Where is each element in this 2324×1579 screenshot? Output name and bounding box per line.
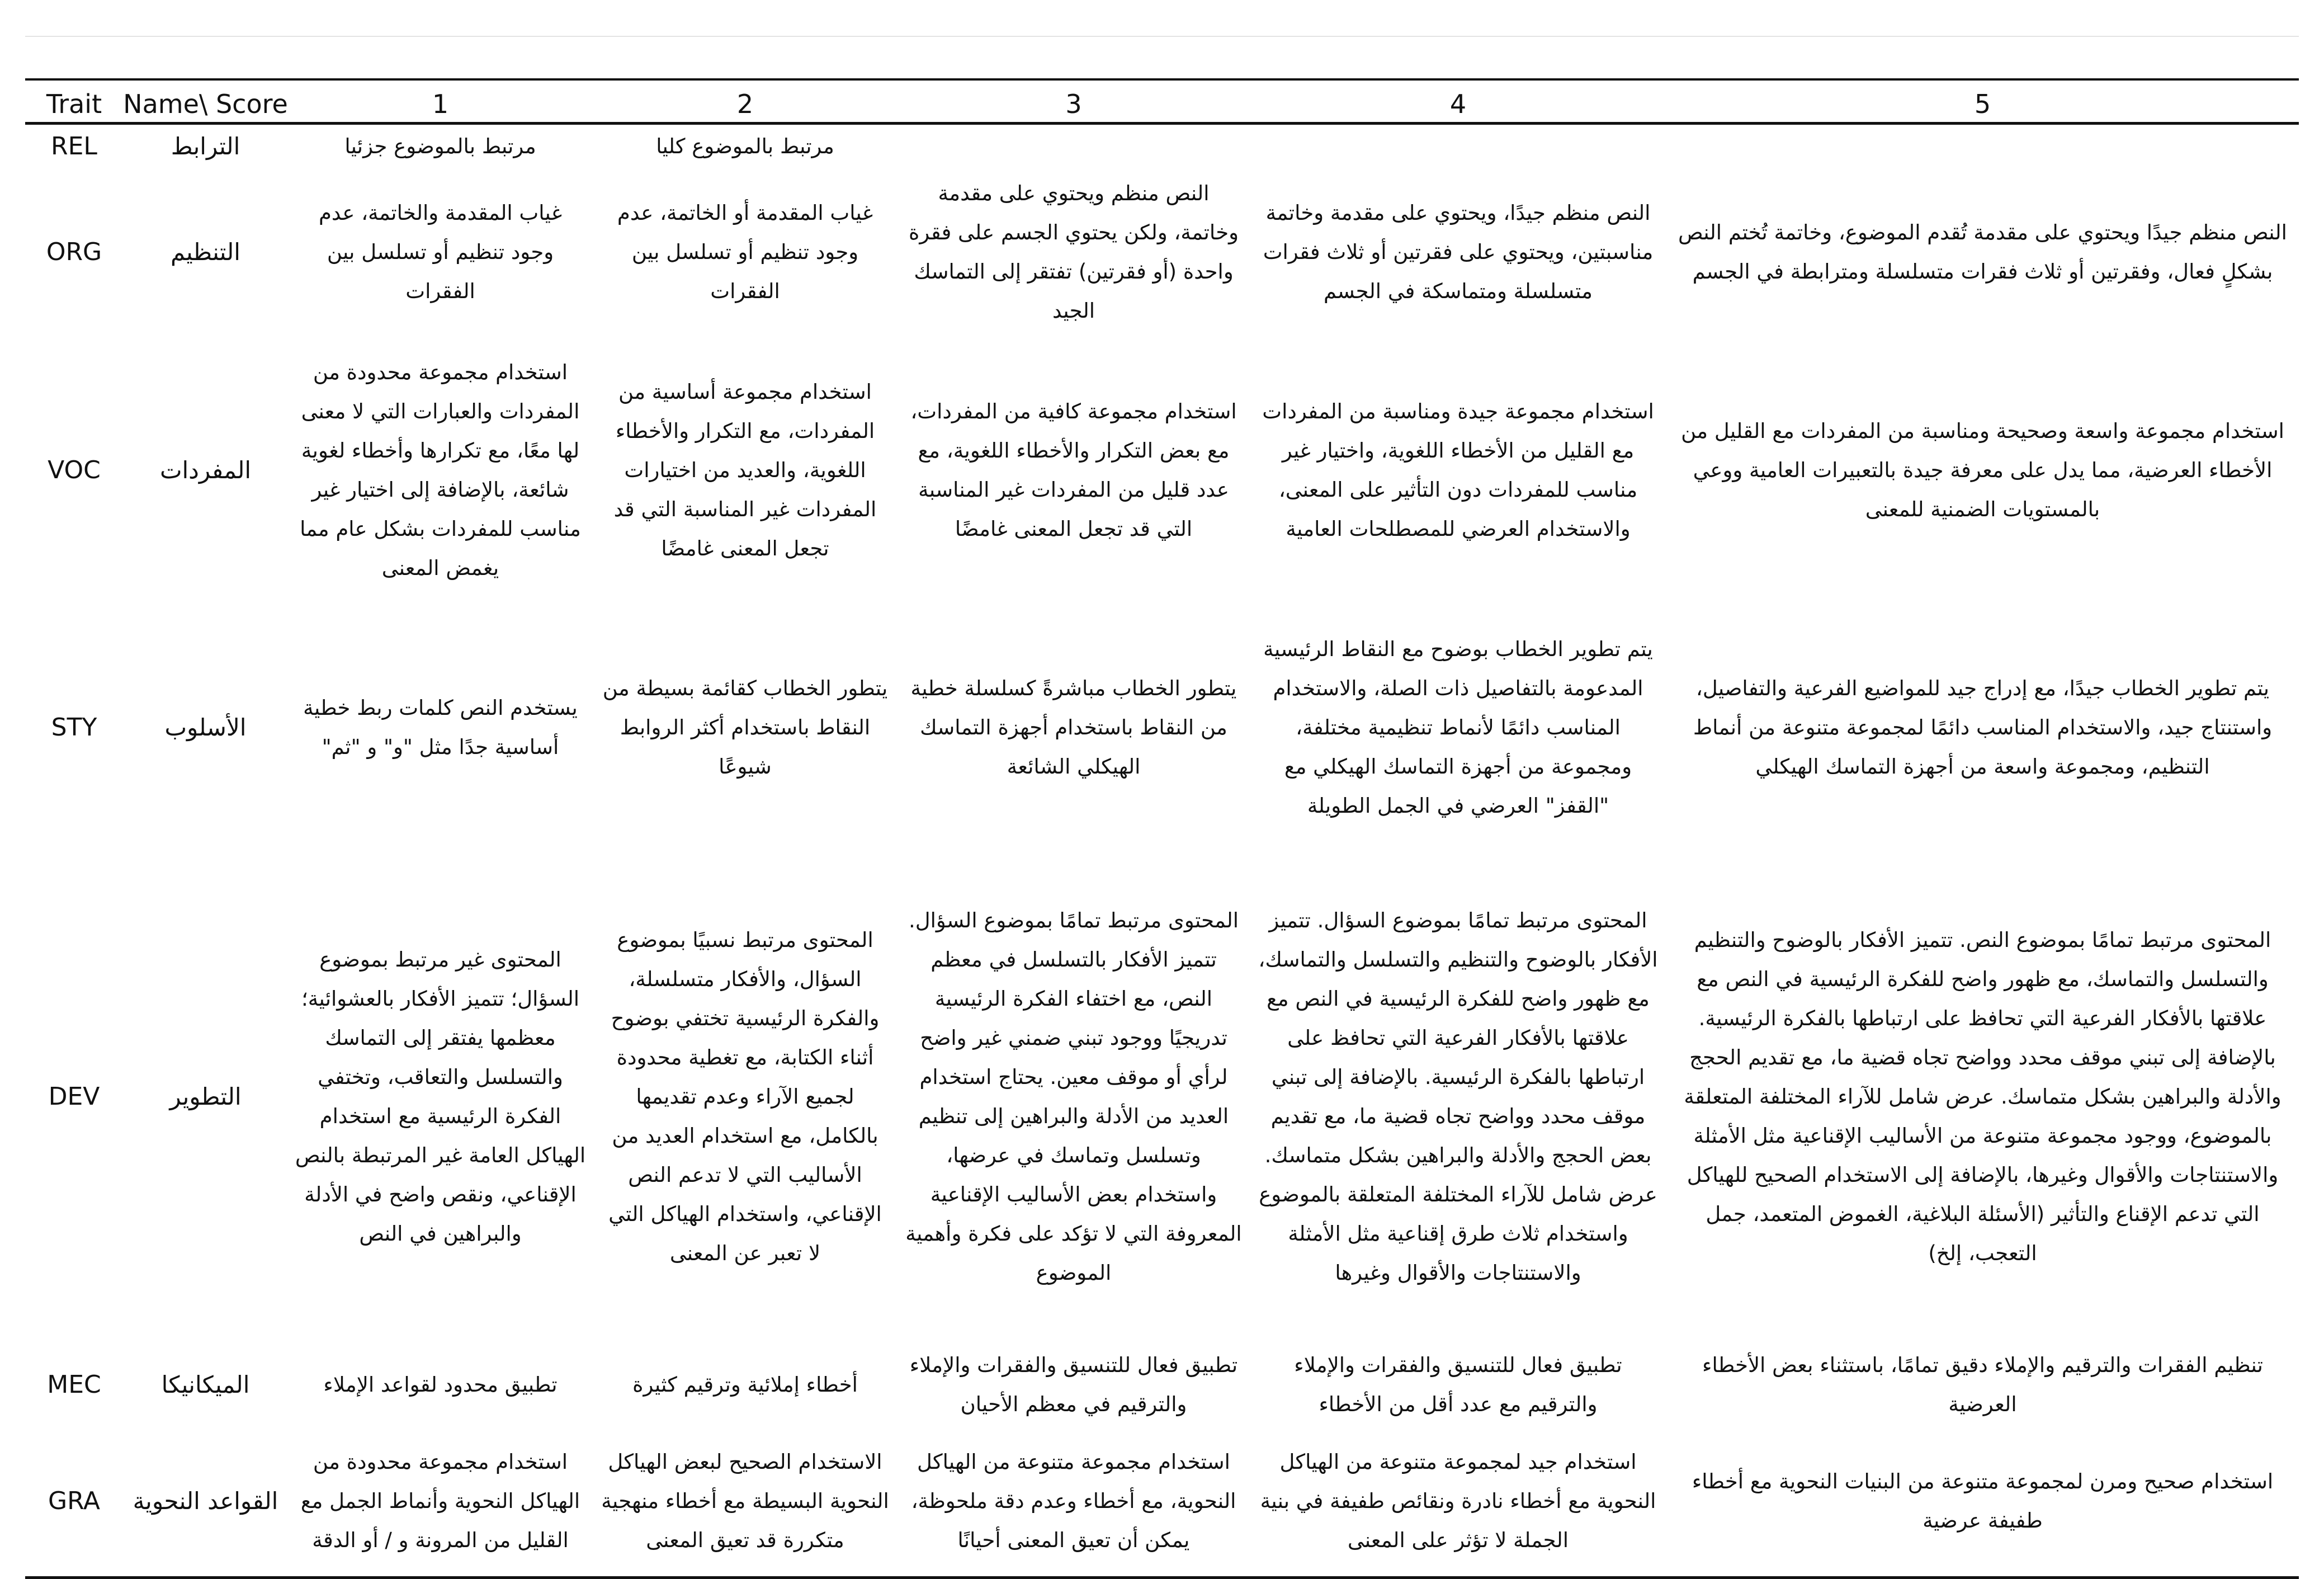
table-row xyxy=(25,124,2299,168)
score-2-cell: استخدام مجموعة أساسية من المفردات، مع التكرار والأخطاء اللغوية، والعديد من اختيارات المفردات غير المناسبة التي قد تجعل المعنى غامضًا xyxy=(613,379,877,560)
score-4-cell: تطبيق فعال للتنسيق والفقرات والإملاء والترقيم مع عدد أقل من الأخطاء xyxy=(1294,1352,1622,1416)
table-row xyxy=(25,605,2299,851)
table-row xyxy=(25,1427,2299,1578)
score-4-cell: النص منظم جيدًا، ويحتوي على مقدمة وخاتمة مناسبتين، ويحتوي على فقرتين أو ثلاث فقرات متسلسلة ومتماسكة في الجسم xyxy=(1263,200,1654,303)
score-1-cell: مرتبط بالموضوع جزئيا xyxy=(344,134,536,158)
score-3-cell: تطبيق فعال للتنسيق والفقرات والإملاء والترقيم في معظم الأحيان xyxy=(909,1352,1238,1416)
score-3-cell: يتطور الخطاب مباشرةً كسلسلة خطية من النقاط باستخدام أجهزة التماسك الهيكلي الشائعة xyxy=(910,676,1237,779)
score-5-cell: تنظيم الفقرات والترقيم والإملاء دقيق تمامًا، باستثناء بعض الأخطاء العرضية xyxy=(1702,1352,2263,1416)
trait-code: STY xyxy=(51,713,97,742)
score-2-cell: الاستخدام الصحيح لبعض الهياكل النحوية البسيطة مع أخطاء منهجية متكررة قد تعيق المعنى xyxy=(601,1450,889,1553)
header-score-3: 3 xyxy=(1065,89,1082,120)
score-5-cell xyxy=(1666,124,2299,168)
score-2-cell: يتطور الخطاب كقائمة بسيطة من النقاط باستخدام أكثر الروابط شيوعًا xyxy=(602,676,888,779)
score-3-cell xyxy=(898,124,1250,168)
header-score-5: 5 xyxy=(1974,89,1991,120)
trait-code: ORG xyxy=(46,237,102,266)
score-2-cell: مرتبط بالموضوع كليا xyxy=(656,134,834,158)
trait-code: GRA xyxy=(48,1487,100,1516)
score-5-cell: النص منظم جيدًا ويحتوي على مقدمة تُقدم الموضوع، وخاتمة تُختم النص بشكلٍ فعال، وفقرتين أو ثلاث فقرات متسلسلة ومترابطة في الجسم xyxy=(1678,220,2287,284)
trait-name: التنظيم xyxy=(171,238,240,266)
trait-name: الترابط xyxy=(171,132,240,160)
top-rule xyxy=(25,36,2299,37)
score-4-cell: استخدام جيد لمجموعة متنوعة من الهياكل النحوية مع أخطاء نادرة ونقائص طفيفة في بنية الجملة لا تؤثر على المعنى xyxy=(1260,1450,1656,1553)
header-trait: Trait xyxy=(46,89,102,120)
table-row xyxy=(25,336,2299,605)
trait-name: المفردات xyxy=(159,456,252,484)
score-5-cell: استخدام مجموعة واسعة وصحيحة ومناسبة من المفردات مع القليل من الأخطاء العرضية، مما يدل على معرفة جيدة بالتعبيرات العامية ووعي بالمستويات الضمنية للمعنى xyxy=(1681,418,2284,521)
score-3-cell: استخدام مجموعة كافية من المفردات، مع بعض التكرار والأخطاء اللغوية، مع عدد قليل من المفردات غير المناسبة التي قد تجعل المعنى غامضًا xyxy=(910,399,1237,541)
trait-code: REL xyxy=(51,131,97,161)
table-row xyxy=(25,851,2299,1343)
score-4-cell: المحتوى مرتبط تمامًا بموضوع السؤال. تتميز الأفكار بالوضوح والتنظيم والتسلسل والتماسك، مع ظهور واضح للفكرة الرئيسية في النص مع علاقتها بالأفكار الفرعية التي تحافظ على ارتباطها بالفكرة الرئيسية. بالإضافة إلى تبني موقف محدد وواضح تجاه قضية ما، مع تقديم بعض الحجج والأدلة والبراهين بشكل متماسك. عرض شامل للآراء المختلفة المتعلقة بالموضوع واستخدام ثلاث طرق إقناعية مثل الأمثلة والاستنتاجات والأقوال وغيرها xyxy=(1258,908,1658,1285)
rubric-table xyxy=(25,78,2299,1579)
score-5-cell: المحتوى مرتبط تمامًا بموضوع النص. تتميز الأفكار بالوضوح والتنظيم والتسلسل والتماسك، مع ظهور واضح للفكرة الرئيسية في النص مع علاقتها بالأفكار الفرعية التي تحافظ على ارتباطها بالفكرة الرئيسية. بالإضافة إلى تبني موقف محدد وواضح تجاه قضية ما، مع تقديم الحجج والأدلة والبراهين بشكل متماسك. عرض شامل للآراء المختلفة المتعلقة بالموضوع، ووجود مجموعة متنوعة من الأساليب الإقناعية مثل الأمثلة والاستنتاجات والأقوال وغيرها، بالإضافة إلى الاستخدام الصحيح للهياكل التي تدعم الإقناع والتأثير (الأسئلة البلاغية، الغموض المتعمد، جمل التعجب، إلخ) xyxy=(1684,927,2282,1265)
score-1-cell: غياب المقدمة والخاتمة، عدم وجود تنظيم أو تسلسل بين الفقرات xyxy=(318,200,563,303)
header-row xyxy=(25,79,2299,124)
header-score-4: 4 xyxy=(1449,89,1467,120)
score-5-cell: استخدام صحيح ومرن لمجموعة متنوعة من البنيات النحوية مع أخطاء طفيفة عرضية xyxy=(1692,1469,2274,1533)
score-2-cell: المحتوى مرتبط نسبيًا بموضوع السؤال، والأفكار متسلسلة، والفكرة الرئيسية تختفي بوضوح أثناء الكتابة، مع تغطية محدودة لجميع الآراء وعدم تقديمها بالكامل، مع استخدام العديد من الأساليب التي لا تدعم النص الإقناعي، واستخدام الهياكل التي لا تعبر عن المعنى xyxy=(608,927,882,1265)
score-4-cell xyxy=(1250,124,1666,168)
score-3-cell: المحتوى مرتبط تمامًا بموضوع السؤال. تتميز الأفكار بالتسلسل في معظم النص، مع اختفاء الفكرة الرئيسية تدريجيًا ووجود تبني ضمني غير واضح لرأي أو موقف معين. يحتاج استخدام العديد من الأدلة والبراهين إلى تنظيم وتسلسل وتماسك في عرضها، واستخدام بعض الأساليب الإقناعية المعروفة التي لا تؤكد على فكرة وأهمية الموضوع xyxy=(905,908,1242,1285)
score-2-cell: أخطاء إملائية وترقيم كثيرة xyxy=(632,1372,858,1397)
score-4-cell: استخدام مجموعة جيدة ومناسبة من المفردات مع القليل من الأخطاء اللغوية، واختيار غير مناسب للمفردات دون التأثير على المعنى، والاستخدام العرضي للمصطلحات العامية xyxy=(1262,399,1654,541)
trait-name: القواعد النحوية xyxy=(133,1487,278,1515)
trait-code: VOC xyxy=(48,455,101,484)
trait-name: الأسلوب xyxy=(164,713,247,741)
score-3-cell: النص منظم ويحتوي على مقدمة وخاتمة، ولكن يحتوي الجسم على فقرة واحدة (أو فقرتين) تفتقر إلى التماسك الجيد xyxy=(909,181,1239,323)
score-1-cell: يستخدم النص كلمات ربط خطية أساسية جدًا مثل "و" و "ثم" xyxy=(303,695,578,759)
trait-code: DEV xyxy=(48,1082,100,1111)
score-3-cell: استخدام مجموعة متنوعة من الهياكل النحوية، مع أخطاء وعدم دقة ملحوظة، يمكن أن تعيق المعنى أحيانًا xyxy=(911,1450,1236,1553)
score-5-cell: يتم تطوير الخطاب جيدًا، مع إدراج جيد للمواضيع الفرعية والتفاصيل، واستنتاج جيد، والاستخدام المناسب دائمًا لمجموعة متنوعة من أنماط التنظيم، ومجموعة واسعة من أجهزة التماسك الهيكلي xyxy=(1693,676,2273,779)
score-1-cell: استخدام مجموعة محدودة من المفردات والعبارات التي لا معنى لها معًا، مع تكرارها وأخطاء لغوية شائعة، بالإضافة إلى اختيار غير مناسب للمفردات بشكل عام مما يغمض المعنى xyxy=(300,360,581,580)
table-row xyxy=(25,168,2299,336)
header-score-2: 2 xyxy=(736,89,754,120)
trait-code: MEC xyxy=(47,1370,101,1399)
score-2-cell: غياب المقدمة أو الخاتمة، عدم وجود تنظيم أو تسلسل بين الفقرات xyxy=(617,200,873,303)
score-4-cell: يتم تطوير الخطاب بوضوح مع النقاط الرئيسية المدعومة بالتفاصيل ذات الصلة، والاستخدام المناسب دائمًا لأنماط تنظيمية مختلفة، ومجموعة من أجهزة التماسك الهيكلي مع "القفز" العرضي في الجمل الطويلة xyxy=(1263,637,1653,818)
trait-name: التطوير xyxy=(169,1082,242,1110)
table-row xyxy=(25,1343,2299,1427)
header-score-1: 1 xyxy=(432,89,449,120)
score-1-cell: المحتوى غير مرتبط بموضوع السؤال؛ تتميز الأفكار بالعشوائية؛ معظمها يفتقر إلى التماسك والتسلسل والتعاقب، وتختفي الفكرة الرئيسية مع استخدام الهياكل العامة غير المرتبطة بالنص الإقناعي، ونقص واضح في الأدلة والبراهين في النص xyxy=(295,947,586,1246)
score-1-cell: استخدام مجموعة محدودة من الهياكل النحوية وأنماط الجمل مع القليل من المرونة و / أو الدقة xyxy=(300,1450,580,1553)
score-1-cell: تطبيق محدود لقواعد الإملاء xyxy=(323,1372,558,1397)
header-name-score: Name\ Score xyxy=(123,89,288,120)
trait-name: الميكانيكا xyxy=(161,1370,250,1398)
